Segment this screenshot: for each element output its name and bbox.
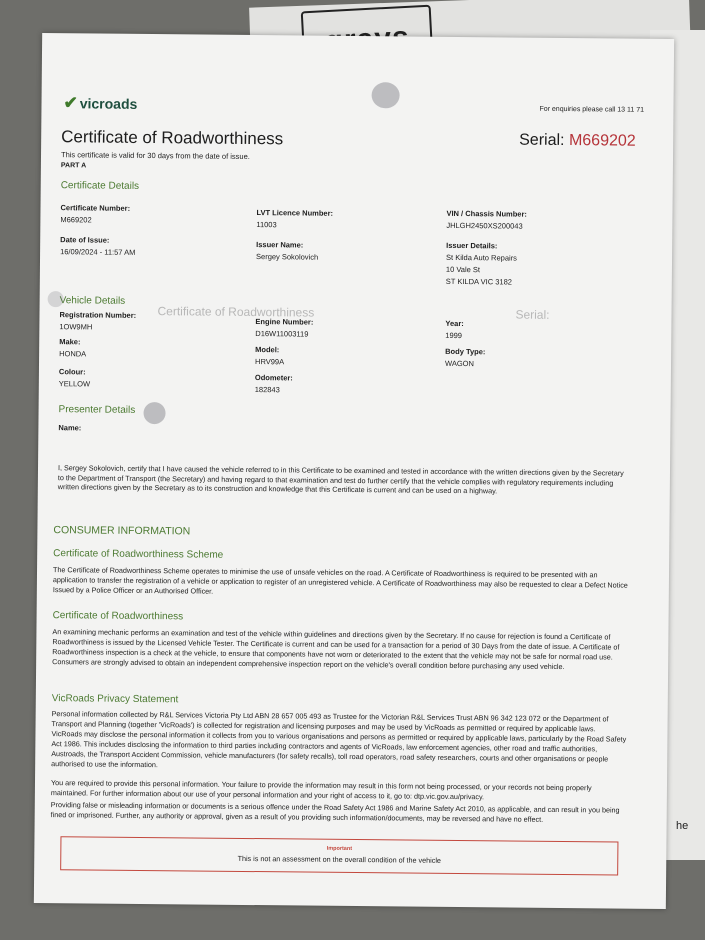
show-through-serial: Serial:	[515, 307, 550, 322]
presenter-name-label: Name:	[58, 423, 82, 433]
make-block	[59, 337, 86, 358]
lvt-label: LVT Licence Number:	[256, 208, 334, 218]
certificate-heading: Certificate of Roadworthiness	[52, 610, 184, 623]
certificate-details-heading: Certificate Details	[60, 180, 140, 192]
issuer-line-3: ST KILDA VIC 3182	[445, 276, 513, 287]
certification-statement: I, Sergey Sokolovich, certify that I have caused the vehicle referred to in this Certificate to be examined and tested in accordance with the written directions given by the Secretary to the Department of Transport (the Secretary) and having regard to that examination and test do further certify that the vehicle complies with regulatory requirements including written directions given by the Secretary as to its construction and knowledge that this Certificate is current and can be used on a highway.	[57, 463, 624, 496]
paper-stain	[48, 291, 64, 307]
model-value: HRV99A	[255, 357, 285, 367]
certificate-number-block	[60, 203, 130, 225]
lvt-block	[256, 208, 333, 230]
body-block	[445, 347, 485, 368]
issuer-details-label: Issuer Details:	[446, 240, 498, 251]
lvt-value: 11003	[256, 220, 277, 230]
registration-value: 1OW9MH	[59, 322, 93, 332]
document-title: Certificate of Roadworthiness	[61, 127, 284, 149]
date-label: Date of Issue:	[60, 235, 110, 245]
privacy-text-1: Personal information collected by R&L Services Victoria Pty Ltd ABN 28 657 005 493 as Trustee for the Victorian R&L Services Trust ABN 96 342 123 072 or the Department of Transport and Planning (together 'VicRoads') is collected for registration and licensing purposes and may be used by VicRoads as permitted or required by applicable laws. VicRoads may disclose the personal information it collects from you to various organisations and persons as permitted or required by applicable laws, particularly by the Road Safety Act 1986. This includes disclosing the information to third parties including contractors and agents of VicRoads, law enforcement agencies, other road and traffic authorities, Austroads, the Transport Accident Commission, vehicle manufacturers (for safety recalls), toll road operators, road safety researchers, courts and other organisations or people authorised to use the information.	[51, 709, 627, 769]
certificate-text: An examining mechanic performs an examination and test of the vehicle within guidelines and directions given by the Secretary. If no cause for rejection is found a Certificate of Roadworthiness is issued by the Licensed Vehicle Tester. The Certificate is current and can be used for a transaction for a period of 30 Days from the date of issue. A Certificate of Roadworthiness inspection is a check at the vehicle, to ensure that components have not worn or deteriorated to the extent that the vehicle may not be safe for normal road use. Consumers are strongly advised to obtain an independent comprehensive inspection report on the vehicle's overall condition before purchasing any used vehicle.	[52, 627, 620, 671]
important-text: This is not an assessment on the overall condition of the vehicle	[237, 853, 441, 865]
presenter-details-heading: Presenter Details	[58, 404, 136, 416]
privacy-text-2: You are required to provide this personal information. Your failure to provide the information may result in this form not being processed, or your records not being properly maintained. For further information about our use of your personal information and your right of access to it, go to: dtp.vic.gov.au/privacy.	[50, 778, 592, 802]
vin-label: VIN / Chassis Number:	[446, 208, 527, 219]
serial-number: M669202	[568, 132, 636, 150]
privacy-heading: VicRoads Privacy Statement	[51, 693, 179, 706]
certificate-document	[34, 33, 674, 909]
engine-value: D16W11003119	[255, 329, 309, 339]
vin-block	[446, 209, 527, 231]
odometer-value: 182843	[254, 385, 280, 395]
part-label: PART A	[60, 162, 87, 170]
serial-label: Serial:	[519, 131, 565, 150]
important-title: Important	[326, 845, 353, 852]
odometer-block	[255, 373, 293, 394]
date-value: 16/09/2024 - 11:57 AM	[60, 247, 136, 257]
colour-label: Colour:	[58, 367, 86, 377]
year-label: Year:	[445, 318, 464, 329]
paper-stain	[371, 82, 399, 108]
year-block	[445, 319, 464, 340]
show-through-title: Certificate of Roadworthiness	[157, 304, 315, 320]
make-value: HONDA	[59, 349, 87, 359]
consumer-information-heading: CONSUMER INFORMATION	[53, 524, 191, 538]
vicroads-logo: ✔ vicroads	[63, 93, 138, 113]
registration-label: Registration Number:	[59, 310, 137, 320]
privacy-text-3: Providing false or misleading information or documents is a serious offence under the Road Safety Act 1986 and Marine Safety Act 2010, as applicable, and can result in you being fined or imprisoned. Further, any authority or approval, given as a result of you providing such information/documents, may be reversed and have no effect.	[50, 800, 620, 824]
engine-block	[255, 317, 313, 339]
right-sheet-fragment: he	[676, 820, 689, 832]
year-value: 1999	[445, 330, 463, 341]
scheme-text: The Certificate of Roadworthiness Scheme operates to minimise the use of unsafe vehicles on the road. A Certificate of Roadworthiness is required to be presented with an application to transfer the registration of a vehicle or application to register of an unregistered vehicle. A Certificate of Roadworthiness may also be requested to clear a Defect Notice Issued by a Police Officer or an Authorised Officer.	[52, 565, 628, 596]
registration-block	[59, 310, 136, 332]
colour-value: YELLOW	[58, 379, 91, 389]
important-notice	[60, 836, 618, 875]
issuer-line-1: St Kilda Auto Repairs	[446, 252, 517, 263]
paper-stain	[143, 402, 165, 424]
date-block	[60, 235, 136, 257]
vehicle-details-heading: Vehicle Details	[59, 295, 126, 307]
body-label: Body Type:	[445, 346, 486, 357]
body-value: WAGON	[444, 358, 474, 369]
vicroads-logo-icon: ✔	[63, 93, 78, 113]
vin-value: JHLGH2450XS200043	[446, 220, 523, 231]
enquiries-text: For enquiries please call 13 11 71	[539, 105, 645, 114]
certificate-number-value: M669202	[60, 215, 92, 225]
odometer-label: Odometer:	[254, 373, 293, 383]
colour-block	[59, 367, 90, 388]
issuer-line-2: 10 Vale St	[445, 264, 481, 275]
issuer-name-value: Sergey Sokolovich	[256, 252, 319, 262]
issuer-name-label: Issuer Name:	[256, 240, 304, 250]
engine-label: Engine Number:	[255, 317, 314, 327]
scheme-heading: Certificate of Roadworthiness Scheme	[53, 548, 224, 561]
model-label: Model:	[255, 345, 280, 355]
serial	[519, 132, 636, 151]
make-label: Make:	[59, 337, 81, 347]
issuer-details-block	[446, 241, 517, 287]
certificate-number-label: Certificate Number:	[60, 203, 131, 213]
model-block	[255, 345, 284, 366]
validity-note: This certificate is valid for 30 days from the date of issue.	[60, 150, 250, 161]
issuer-name-block	[256, 240, 318, 262]
